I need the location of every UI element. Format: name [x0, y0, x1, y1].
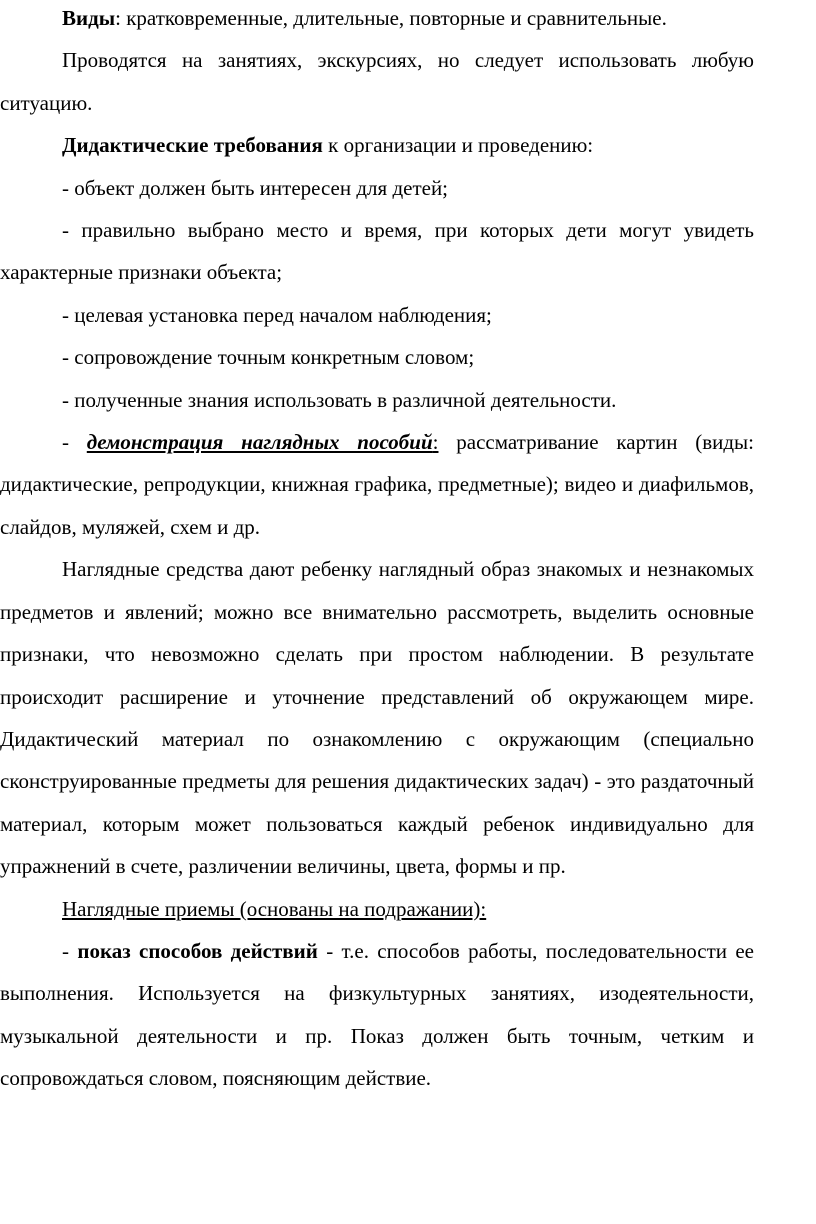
- demonstration-colon: :: [432, 430, 439, 455]
- visual-techniques-heading: [0, 888, 754, 930]
- requirements-paragraph: [0, 124, 754, 166]
- demonstration-paragraph: [0, 421, 754, 548]
- list-item: - объект должен быть интересен для детей;: [62, 175, 449, 200]
- types-text: : кратковременные, длительные, повторные и сравнительные.: [115, 6, 667, 30]
- methods-text: - т.е. способов работы, последовательности ее выполнения. Используется на физкультурных занятиях, изодеятельности, музыкальной деятельности и пр. Показ должен быть точным, четким и сопровождаться словом, поясняющим действие.: [0, 938, 754, 1091]
- types-label: Виды: [62, 6, 116, 30]
- requirements-text: к организации и проведению:: [322, 133, 594, 158]
- methods-dash: -: [62, 938, 78, 963]
- conducted-paragraph: Проводятся на занятиях, экскурсиях, но следует использовать любую ситуацию.: [0, 48, 754, 115]
- demonstration-methods-paragraph: [0, 930, 754, 1100]
- list-item: - полученные знания использовать в различной деятельности.: [62, 387, 617, 412]
- visual-techniques-text: Наглядные приемы (основаны на подражании):: [62, 896, 487, 921]
- requirements-label: Дидактические требования: [62, 133, 323, 158]
- list-item: - правильно выбрано место и время, при которых дети могут увидеть характерные признаки объекта;: [0, 218, 754, 285]
- types-paragraph: [0, 0, 754, 39]
- list-item: - целевая установка перед началом наблюдения;: [62, 302, 492, 327]
- demonstration-text: рассматривание картин (виды: дидактические, репродукции, книжная графика, предметные); видео и диафильмов, слайдов, муляжей, схем и др.: [0, 430, 754, 539]
- demonstration-dash: -: [62, 430, 87, 455]
- list-item: - сопровождение точным конкретным словом;: [62, 345, 475, 370]
- methods-term: показ способов действий: [77, 938, 318, 963]
- visual-means-paragraph: Наглядные средства дают ребенку наглядный образ знакомых и незнакомых предметов и явлений; можно все внимательно рассмотреть, выделить основные признаки, что невозможно сделать при простом наблюдении. В результате происходит расширение и уточнение представлений об окружающем мире. Дидактический материал по ознакомлению с окружающим (специально сконструированные предметы для решения дидактических задач) - это раздаточный материал, которым может пользоваться каждый ребенок индивидуально для упражнений в счете, различении величины, цвета, формы и пр.: [0, 557, 754, 879]
- demonstration-term: демонстрация наглядных пособий: [86, 430, 433, 455]
